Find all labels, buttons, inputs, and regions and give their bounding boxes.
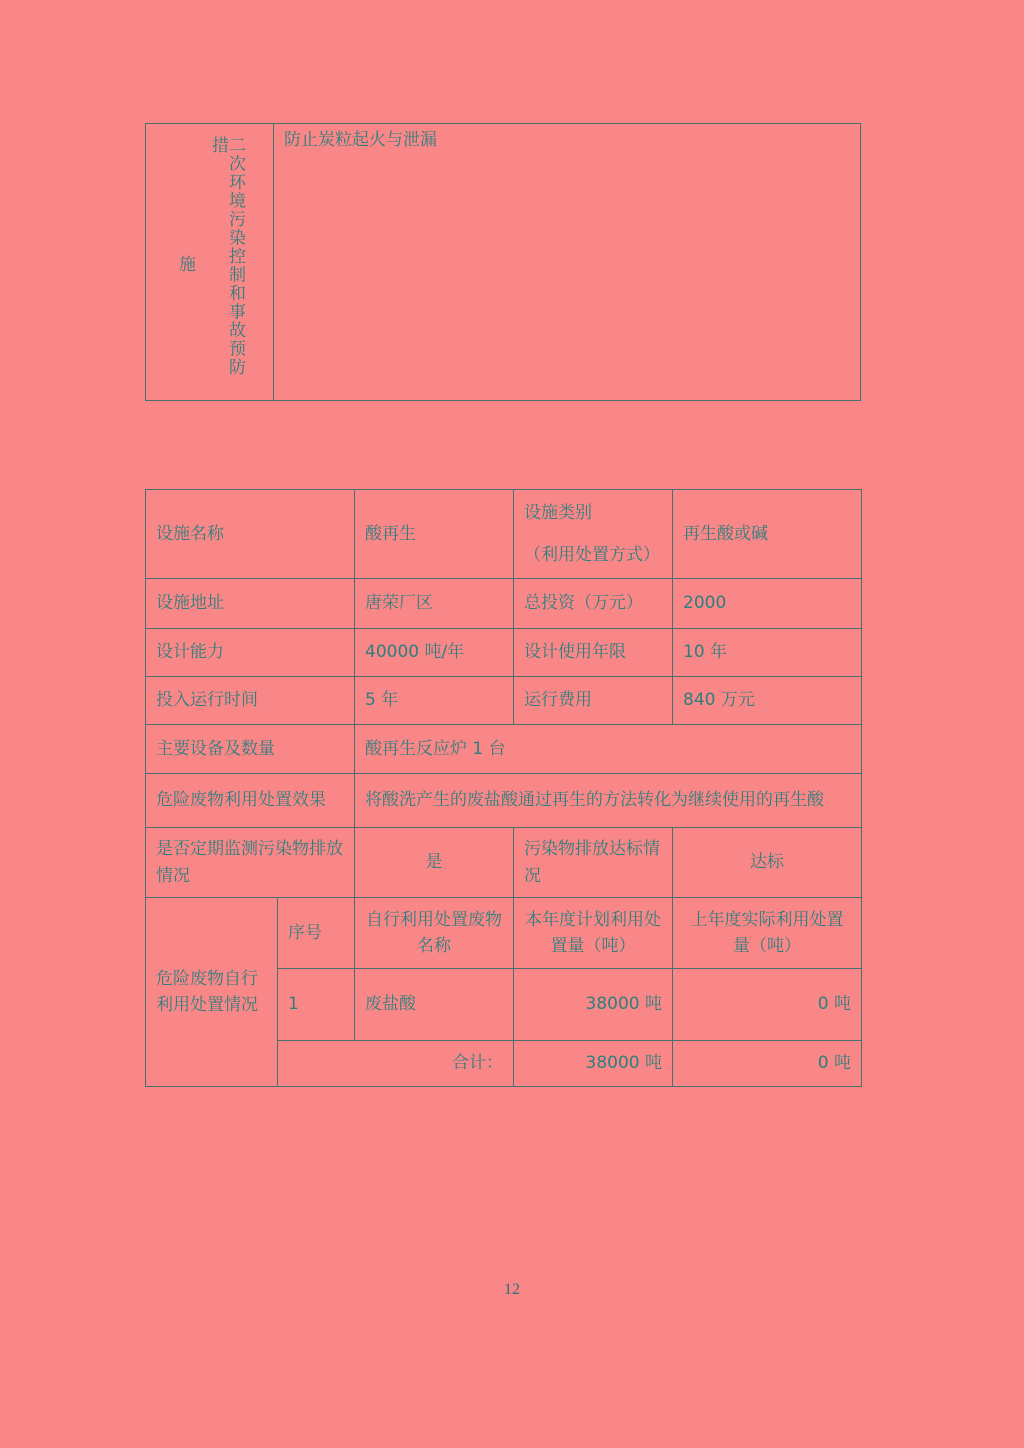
table-row-facility-name: [146, 490, 862, 579]
table-row-operation: [146, 677, 862, 725]
facility-category-value-cell: 再生酸或碱: [673, 490, 862, 579]
vertical-label: [176, 136, 243, 392]
design-life-label-cell: 设计使用年限: [514, 629, 673, 677]
self-disposal-section-label-cell: 危险废物自行利用处置情况: [146, 898, 278, 1087]
table-row-capacity: [146, 629, 862, 677]
address-label-cell: 设施地址: [146, 579, 355, 629]
table-row-address: [146, 579, 862, 629]
design-life-value-cell: 10 年: [673, 629, 862, 677]
actual-value-cell: 0 吨: [673, 969, 862, 1041]
table-row-disposal-effect: [146, 774, 862, 828]
planned-header-cell: 本年度计划利用处置量（吨）: [514, 898, 673, 969]
waste-name-value-cell: 废盐酸: [355, 969, 514, 1041]
operation-time-label-cell: 投入运行时间: [146, 677, 355, 725]
actual-header-cell: 上年度实际利用处置量（吨）: [673, 898, 862, 969]
operation-cost-value-cell: 840 万元: [673, 677, 862, 725]
facility-name-value-cell: 酸再生: [355, 490, 514, 579]
seq-value-cell: 1: [278, 969, 355, 1041]
table-row-equipment: [146, 725, 862, 774]
facility-category-label-line1: 设施类别: [524, 502, 592, 523]
design-capacity-value-cell: 40000 吨/年: [355, 629, 514, 677]
disposal-effect-value-cell: 将酸洗产生的废盐酸通过再生的方法转化为继续使用的再生酸: [355, 774, 862, 828]
facility-category-label-line2: （利用处置方式）: [524, 545, 660, 565]
total-planned-cell: 38000 吨: [514, 1041, 673, 1087]
waste-name-header-cell: 自行利用处置废物名称: [355, 898, 514, 969]
facility-name-label-cell: 设施名称: [146, 490, 355, 579]
emission-label-cell: 污染物排放达标情况: [514, 828, 673, 898]
table-row-self-disposal-header: [146, 898, 862, 969]
table1-content-cell: 防止炭粒起火与泄漏: [284, 130, 437, 150]
monitoring-value-cell: 是: [355, 828, 514, 898]
main-equipment-label-cell: 主要设备及数量: [146, 725, 355, 774]
table-row-monitoring: [146, 828, 862, 898]
planned-value-cell: 38000 吨: [514, 969, 673, 1041]
investment-value-cell: 2000: [673, 579, 862, 629]
operation-cost-label-cell: 运行费用: [514, 677, 673, 725]
vertical-label-overflow-column: 施: [175, 254, 195, 274]
seq-header-cell: 序号: [278, 898, 355, 969]
address-value-cell: 唐荣厂区: [355, 579, 514, 629]
operation-time-value-cell: 5 年: [355, 677, 514, 725]
secondary-pollution-table: [145, 123, 861, 401]
disposal-effect-label-cell: 危险废物利用处置效果: [146, 774, 355, 828]
design-capacity-label-cell: 设计能力: [146, 629, 355, 677]
investment-label-cell: 总投资（万元）: [514, 579, 673, 629]
total-actual-cell: 0 吨: [673, 1041, 862, 1087]
emission-value-cell: 达标: [673, 828, 862, 898]
page-number: 12: [504, 1281, 520, 1298]
monitoring-label-cell: 是否定期监测污染物排放情况: [146, 828, 355, 898]
table1-row-label-cell: [146, 124, 274, 400]
facility-info-table: [145, 489, 862, 1087]
facility-category-label-cell: [514, 490, 673, 579]
main-equipment-value-cell: 酸再生反应炉 1 台: [355, 725, 862, 774]
total-label-cell: 合计：: [278, 1041, 514, 1087]
vertical-label-main-column: 二次环境污染控制和事故预防措: [208, 136, 245, 377]
